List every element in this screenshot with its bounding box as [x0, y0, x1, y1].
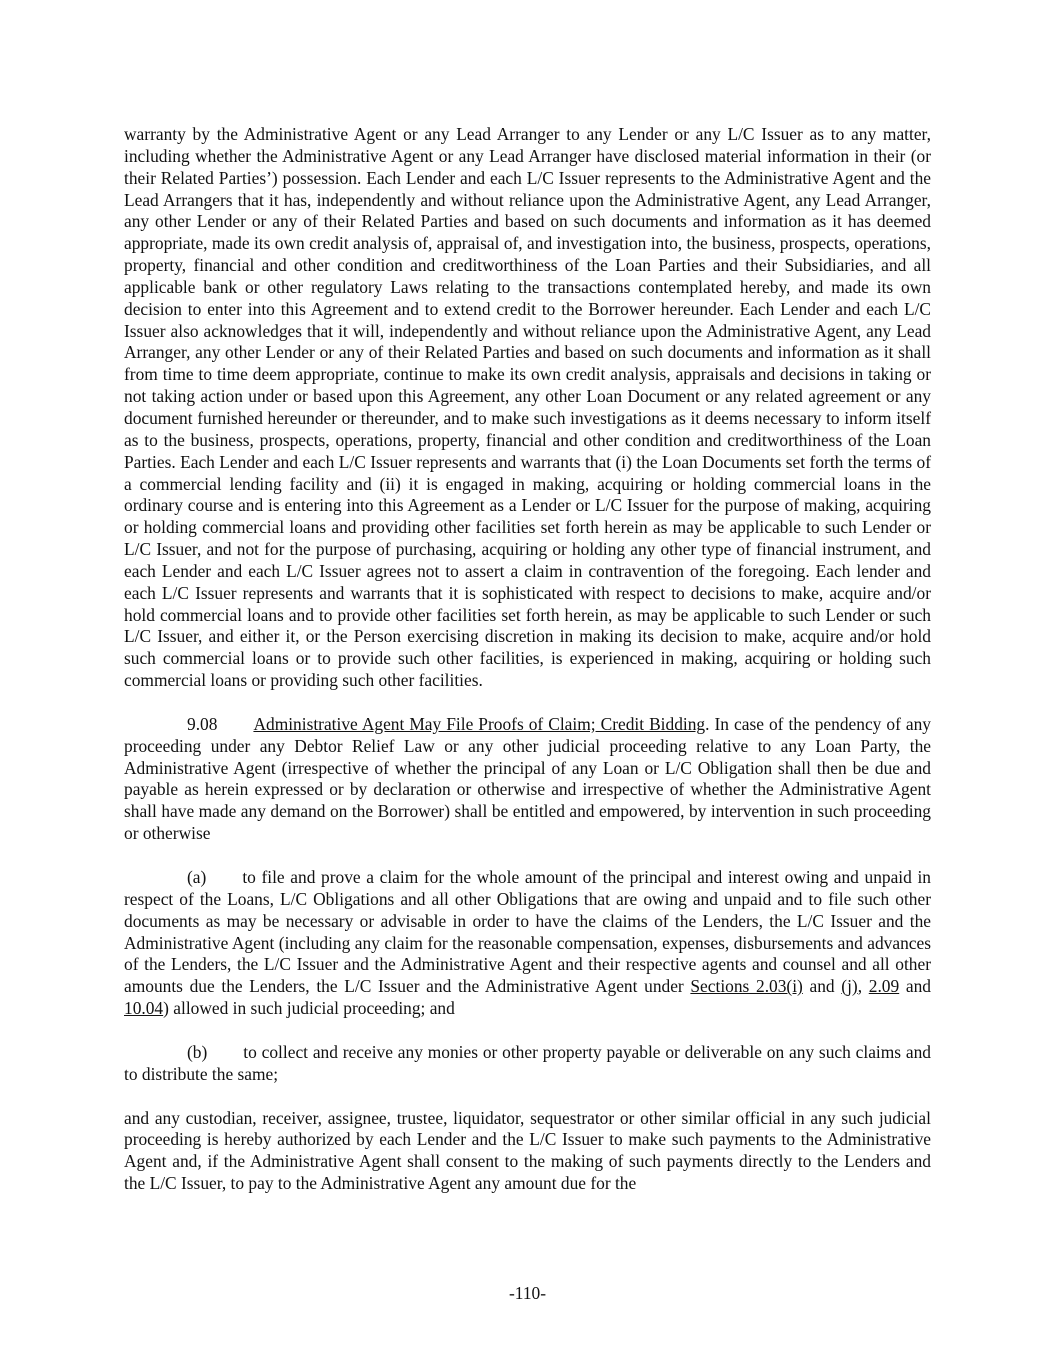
clause-a [124, 867, 931, 1020]
clause-b-text: to collect and receive any monies or other property payable or deliverable on any such claims and to distribute the same; [124, 1041, 931, 1084]
clause-a-label: (a) [187, 867, 207, 887]
section-number: 9.08 [187, 713, 218, 734]
cross-reference-sections-2-03-i: Sections 2.03(i) [690, 976, 803, 997]
section-body: In case of the pendency of any proceeding under any Debtor Relief Law or any other judicial proceeding relative to any Loan Party, the Administrative Agent (irrespective of whether the principal of any Loan or L/C Obligation shall then be due and payable as herein expressed or by declaration or otherwise and irrespective of whether the Administrative Agent shall have made any demand on the Borrower) shall be entitled and empowered, by intervention in such proceeding or otherwise [124, 713, 931, 844]
clause-a-tail: ) allowed in such judicial proceeding; and [163, 998, 455, 1019]
paragraph-continued: warranty by the Administrative Agent or any Lead Arranger to any Lender or any L/C Issuer as to any matter, including whether the Administrative Agent or any Lead Arranger have disclosed material information in their (or their Related Parties’) possession. Each Lender and each L/C Issuer represents to the Administrative Agent and the Lead Arrangers that it has, independently and without reliance upon the Administrative Agent, any Lead Arranger, any other Lender or any of their Related Parties and based on such documents and information as it has deemed appropriate, made its own credit analysis of, appraisal of, and investigation into, the business, prospects, operations, property, financial and other condition and creditworthiness of the Loan Parties and their Subsidiaries, and all applicable bank or other regulatory Laws relating to the transactions contemplated hereby, and made its own decision to enter into this Agreement and to extend credit to the Borrower hereunder. Each Lender and each L/C Issuer also acknowledges that it will, independently and without reliance upon the Administrative Agent, any Lead Arranger, any other Lender or any of their Related Parties and based on such documents and information as it shall from time to time deem appropriate, continue to make its own credit analysis, appraisals and decisions in taking or not taking action under or based upon this Agreement, any other Loan Document or any related agreement or any document furnished hereunder or thereunder, and to make such investigations as it deems necessary to inform itself as to the business, prospects, operations, property, financial and other condition and creditworthiness of the Loan Parties. Each Lender and each L/C Issuer represents and warrants that (i) the Loan Documents set forth the terms of a commercial lending facility and (ii) it is engaged in making, acquiring or holding commercial loans in the ordinary course and is entering into this Agreement as a Lender or L/C Issuer for the purpose of making, acquiring or holding commercial loans and providing other facilities set forth herein as may be applicable to such Lender or L/C Issuer, and not for the purpose of purchasing, acquiring or holding any other type of financial instrument, and each Lender and each L/C Issuer agrees not to assert a claim in contravention of the foregoing. Each lender and each L/C Issuer represents and warrants that it is sophisticated with respect to decisions to make, acquire and/or hold commercial loans and to provide other facilities set forth herein, as may be applicable to such Lender or such L/C Issuer, and either it, or the Person exercising discretion in making its decision to make, acquire and/or hold such commercial loans or to provide such other facilities, is experienced in making, acquiring or holding such commercial loans or providing such other facilities. [124, 124, 931, 691]
cross-reference-10-04: 10.04 [124, 998, 164, 1019]
cross-reference-2-09: 2.09 [868, 976, 900, 997]
clause-a-and-1: and [802, 976, 842, 997]
section-9-08 [124, 714, 931, 845]
cross-reference-j: (j) [841, 976, 858, 997]
paragraph-closing: and any custodian, receiver, assignee, trustee, liquidator, sequestrator or other similar official in any such judicial proceeding is hereby authorized by each Lender and the L/C Issuer to make such payments to the Administrative Agent and, if the Administrative Agent shall consent to the making of such payments directly to the Lenders and the L/C Issuer, to pay to the Administrative Agent any amount due for the [124, 1107, 931, 1194]
page-number: -110- [508, 1283, 547, 1303]
clause-a-text: to file and prove a claim for the whole amount of the principal and interest owing and unpaid in respect of the Loans, L/C Obligations and all other Obligations that are owing and unpaid and to file such other documents as may be necessary or advisable in order to have the claims of the Lenders, the L/C Issuer and the Administrative Agent (including any claim for the reasonable compensation, expenses, disbursements and advances of the Lenders, the L/C Issuer and the Administrative Agent and their respective agents and counsel and all other amounts due the Lenders, the L/C Issuer and the Administrative Agent under [124, 867, 931, 997]
section-title-period: . [705, 713, 710, 734]
document-page [124, 124, 931, 1195]
clause-a-comma: , [857, 976, 869, 997]
section-title: Administrative Agent May File Proofs of Claim; Credit Bidding [253, 713, 706, 734]
clause-a-and-2: and [899, 976, 931, 997]
clause-b [124, 1042, 931, 1086]
clause-b-label: (b) [187, 1041, 208, 1062]
